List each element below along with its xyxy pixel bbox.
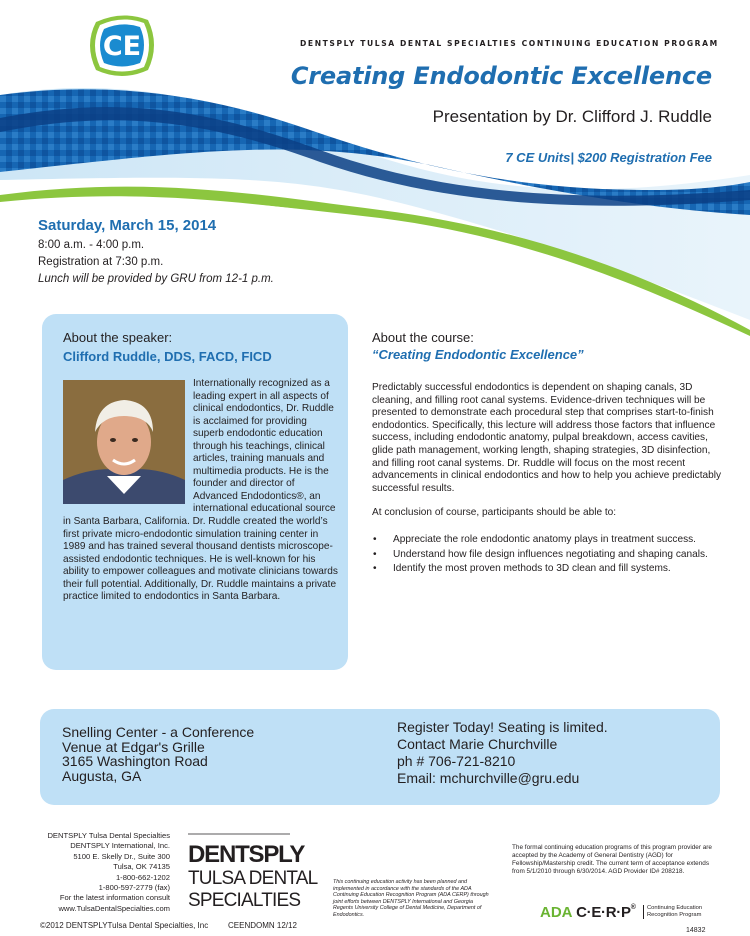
bullet-icon: • xyxy=(373,534,377,546)
reference-number: 14832 xyxy=(686,927,706,934)
speaker-panel xyxy=(42,314,348,670)
venue-block: Snelling Center - a Conference Venue at Edgar's Grille 3165 Washington Road Augusta, GA xyxy=(62,724,255,784)
speaker-name: Clifford Ruddle, DDS, FACD, FICD xyxy=(63,349,272,364)
list-item: • Understand how file design influences negotiating and shaping canals. xyxy=(373,548,708,560)
contact-name: Contact Marie Churchville xyxy=(397,736,558,752)
event-lunch: Lunch will be provided by GRU from 12-1 p.m. xyxy=(38,273,274,285)
website-link[interactable]: www.TulsaDentalSpecialties.com xyxy=(58,903,170,913)
presenter-line: Presentation by Dr. Clifford J. Ruddle xyxy=(432,107,712,126)
list-item: • Identify the most proven methods to 3D clean and fill systems. xyxy=(373,563,671,575)
units-fee-line: 7 CE Units| $200 Registration Fee xyxy=(505,150,712,165)
bullet-icon: • xyxy=(373,548,377,560)
ce-logo-text: CE xyxy=(102,31,142,62)
ada-cerp-logo: ADA C·E·R·P® xyxy=(540,904,636,921)
event-registration: Registration at 7:30 p.m. xyxy=(38,256,164,268)
event-details xyxy=(38,217,274,288)
register-block xyxy=(397,719,608,787)
footer-address: DENTSPLY Tulsa Dental Specialties DENTSPLY International, Inc. 5100 E. Skelly Dr., Suite 300 Tulsa, OK 74135 1-800-662-1202 1-800-597-2779 (fax) For the latest information consult www.TulsaDentalSpecialties.com xyxy=(40,831,170,914)
accreditation-note: This continuing education activity has been planned and implemented in accordance with the standards of the ADA Continuing Education Recognition Program (ADA CERP) through joint efforts between DENTSPLY International and Georgia Regents University College of Dental Medicine, Department of Endodontics. xyxy=(333,879,489,918)
bullet-icon: • xyxy=(373,563,377,575)
event-time: 8:00 a.m. - 4:00 p.m. xyxy=(38,239,145,251)
dentsply-logo-line2: TULSA DENTAL xyxy=(188,868,318,889)
list-item: • Appreciate the role endodontic anatomy plays in treatment success. xyxy=(373,534,696,546)
course-heading: About the course: xyxy=(372,330,474,345)
course-title: “Creating Endodontic Excellence” xyxy=(372,347,584,362)
dentsply-logo-line1: DENTSPLY xyxy=(188,841,305,868)
agd-note: The formal continuing education programs of this program provider are accepted by the Academy of General Dentistry (AGD) for Fellowship/Mastership credit. The current term of acceptance extends from 5/1/2010 through 6/30/2014. AGD Provider ID# 208218. xyxy=(512,844,712,876)
ada-cerp-subtitle: Continuing Education Recognition Program xyxy=(643,905,702,919)
speaker-bio xyxy=(63,378,339,604)
ce-logo xyxy=(86,12,158,78)
event-date: Saturday, March 15, 2014 xyxy=(38,217,217,234)
register-cta: Register Today! Seating is limited. xyxy=(397,719,608,735)
document-code: CEENDOMN 12/12 xyxy=(228,921,297,930)
dentsply-logo xyxy=(184,832,334,916)
copyright: ©2012 DENTSPLYTulsa Dental Specialties, Inc xyxy=(40,921,209,930)
course-description: Predictably successful endodontics is dependent on shaping canals, 3D cleaning, and filling root canal systems. Evidence-driven techniques will be presented to demonstrate each procedural step that comprises start-to-finish endodontics. Specifically, this lecture will address those factors that influence success, including endodontic anatomy, pulpal breakdown, access cavities, glide path management, working length, shaping strategies, 3D disinfection, and filling root canal systems. Dr. Ruddle will focus on the most recent advancements in clinical endodontics and how to help you achieve predictably successful results. xyxy=(372,382,722,494)
speaker-heading: About the speaker: xyxy=(63,330,173,345)
venue-register-panel xyxy=(40,709,720,805)
contact-phone[interactable]: ph # 706-721-8210 xyxy=(397,753,516,769)
speaker-bio-text: Internationally recognized as a leading expert in all aspects of clinical endodontics, Dr. Ruddle is acclaimed for providing superb endodontic education through his teachings, clinical articles, training manuals and multimedia products. He is the founder and director of Advanced Endodontics®, an international educational source in Santa Barbara, California. Dr. Ruddle created the world’s first private micro-endodontic simulation training center in 1989 and has trained several thousand dentists microscope-assisted endodontic techniques. He is well-known for his ability to empower colleagues and motivate clinicians towards their full potential. Additionally, Dr. Ruddle maintains a private practice limited to endodontics in Santa Barbara. xyxy=(63,378,338,603)
course-section xyxy=(372,330,724,576)
program-line: DENTSPLY TULSA DENTAL SPECIALTIES CONTINUING EDUCATION PROGRAM xyxy=(300,39,719,48)
objectives-list xyxy=(372,534,724,575)
page-title: Creating Endodontic Excellence xyxy=(290,62,712,90)
dentsply-logo-line3: SPECIALTIES xyxy=(188,890,301,911)
course-conclusion: At conclusion of course, participants should be able to: xyxy=(372,507,617,519)
contact-email[interactable]: Email: mchurchville@gru.edu xyxy=(397,770,580,786)
